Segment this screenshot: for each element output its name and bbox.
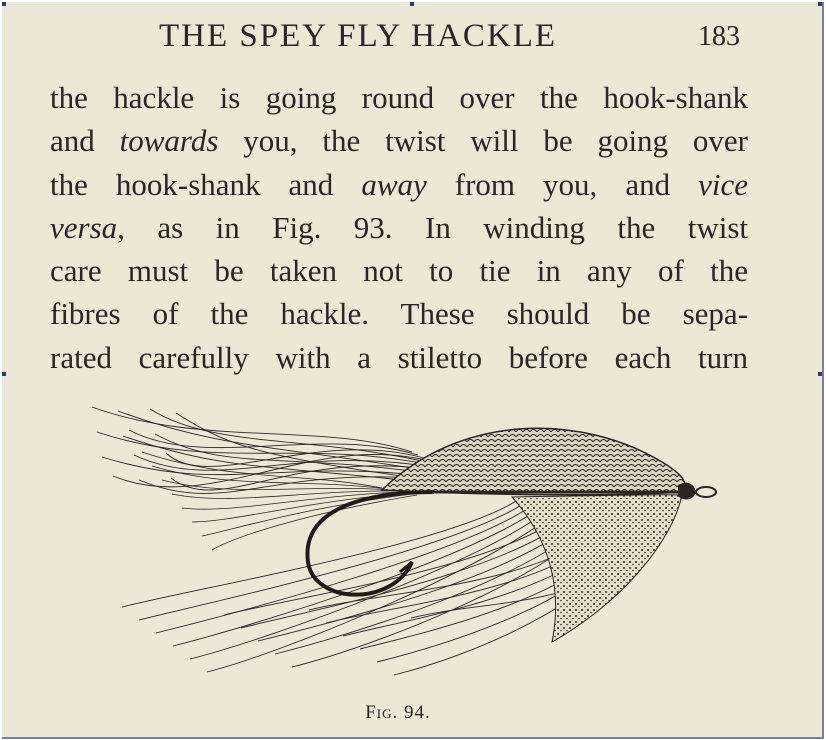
text-run: from you, and — [426, 166, 699, 202]
hackle-fibre — [212, 495, 417, 550]
figure-caption-text: Fig. 94. — [365, 702, 431, 723]
hackle-fibre — [190, 505, 554, 659]
salmon-fly-illustration — [82, 392, 732, 692]
body-paragraph — [50, 76, 748, 379]
text-line — [50, 292, 748, 335]
hackle-fibre — [173, 503, 546, 646]
running-title: THE SPEY FLY HACKLE — [159, 18, 558, 54]
text-line — [50, 206, 748, 249]
text-run: the hook-shank and — [50, 166, 362, 202]
text-line — [50, 336, 748, 379]
text-run: care must be taken not to tie in any of the — [50, 253, 748, 289]
text-line — [50, 163, 748, 206]
scan-edge-marker — [818, 2, 822, 6]
hackle-fibre — [182, 492, 402, 509]
text-line — [50, 249, 748, 292]
text-run: the hackle is going round over the hook-shank — [50, 80, 748, 115]
page-number: 183 — [698, 21, 740, 52]
book-page — [2, 2, 824, 739]
scan-edge-marker — [818, 372, 822, 376]
fly-head — [678, 483, 696, 500]
text-run: you, the twist will be going over — [218, 123, 748, 159]
text-run: rated carefully with a stiletto before each turn — [50, 339, 748, 375]
text-run: fibres of the hackle. These should be sepa- — [50, 296, 748, 332]
wing — [382, 428, 685, 495]
hackle-fibre — [224, 509, 570, 615]
text-line — [50, 76, 748, 119]
italic-run: towards — [119, 123, 219, 159]
hackle-fibre — [202, 494, 412, 536]
italic-run: versa — [50, 209, 118, 245]
text-run: , as in Fig. 93. In winding the twist — [117, 209, 748, 245]
throat-hackle — [512, 495, 682, 642]
running-head — [2, 18, 822, 58]
hackle-fibre — [139, 499, 530, 620]
scan-edge-marker — [410, 2, 414, 6]
text-run: and — [50, 123, 120, 159]
scan-edge-marker — [2, 2, 6, 6]
figure-caption — [2, 702, 794, 724]
text-line — [50, 119, 748, 162]
scan-edge-marker — [2, 372, 6, 376]
italic-run: away — [361, 166, 427, 202]
italic-run: vice — [698, 166, 748, 202]
hook-eye — [696, 487, 716, 497]
